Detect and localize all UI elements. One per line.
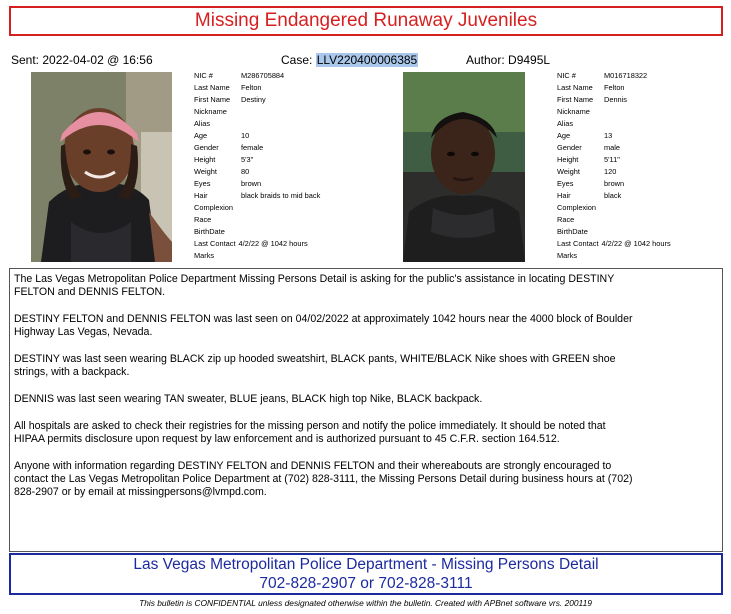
field-row (557, 94, 671, 106)
field-row (557, 154, 671, 166)
field-label: Last Contact (194, 239, 236, 248)
sent-timestamp: Sent: 2022-04-02 @ 16:56 (11, 53, 153, 67)
field-row (194, 94, 320, 106)
field-value: black (604, 191, 622, 200)
field-label: Weight (557, 167, 580, 176)
field-value: M016718322 (604, 71, 648, 80)
field-row (194, 214, 320, 226)
field-row (194, 226, 320, 238)
field-value: Destiny (241, 95, 266, 104)
field-label: Race (194, 215, 212, 224)
field-row (194, 118, 320, 130)
person-details-destiny (194, 70, 320, 262)
field-row (194, 178, 320, 190)
field-value: M286705884 (241, 71, 285, 80)
field-value: 5'11" (604, 155, 620, 164)
field-value: brown (604, 179, 625, 188)
narrative-paragraph: DESTINY FELTON and DENNIS FELTON was last seen on 04/02/2022 at approximately 1042 hours near the 4000 block of Boulder Highway Las Vegas, Nevada. (14, 313, 633, 338)
field-label: Gender (557, 143, 582, 152)
field-label: Alias (194, 119, 211, 128)
field-value: male (604, 143, 621, 152)
field-value: 13 (604, 131, 613, 140)
field-label: Last Name (557, 83, 593, 92)
field-row (557, 142, 671, 154)
field-row (194, 106, 320, 118)
field-row (557, 106, 671, 118)
narrative-paragraph: DENNIS was last seen wearing TAN sweater, BLUE jeans, BLACK high top Nike, BLACK backpack. (14, 393, 483, 405)
field-label: Age (557, 131, 571, 140)
field-row (557, 82, 671, 94)
field-row (194, 166, 320, 178)
field-value: female (241, 143, 264, 152)
field-value: 10 (241, 131, 250, 140)
field-row (557, 202, 671, 214)
field-label: Last Contact (557, 239, 599, 248)
field-label: First Name (557, 95, 594, 104)
case-info (281, 53, 418, 67)
field-value: 80 (241, 167, 250, 176)
contact-footer-box (9, 553, 723, 595)
bulletin-title-box (9, 6, 723, 36)
field-row (194, 82, 320, 94)
field-value: Dennis (604, 95, 628, 104)
field-label: Race (557, 215, 575, 224)
field-row (194, 130, 320, 142)
field-value: Felton (604, 83, 625, 92)
case-label: Case: (281, 53, 316, 67)
field-row (557, 178, 671, 190)
person-details-dennis (557, 70, 671, 262)
field-label: NIC # (194, 71, 213, 80)
field-label: Age (194, 131, 208, 140)
field-row (194, 202, 320, 214)
field-row (194, 190, 320, 202)
field-label: Eyes (194, 179, 211, 188)
field-row (557, 250, 671, 262)
bulletin-meta-row (9, 53, 723, 69)
field-row (557, 214, 671, 226)
field-label: Weight (194, 167, 217, 176)
field-label: Last Name (194, 83, 230, 92)
contact-phone-numbers: 702-828-2907 or 702-828-3111 (259, 575, 473, 592)
field-value: 4/2/22 @ 1042 hours (238, 239, 308, 248)
field-label: Height (557, 155, 579, 164)
field-label: NIC # (557, 71, 576, 80)
field-row (557, 130, 671, 142)
field-value: black braids to mid back (241, 191, 321, 200)
case-number[interactable]: LLV220400006385 (316, 53, 418, 67)
field-label: Gender (194, 143, 219, 152)
bulletin-narrative (9, 268, 723, 552)
field-row (194, 238, 320, 250)
narrative-paragraph: DESTINY was last seen wearing BLACK zip up hooded sweatshirt, BLACK pants, WHITE/BLACK Nike shoes with GREEN shoe strings, with a backpack. (14, 353, 616, 378)
field-row (194, 70, 320, 82)
field-label: Marks (194, 251, 215, 260)
field-row (194, 154, 320, 166)
field-row (557, 238, 671, 250)
field-row (557, 190, 671, 202)
field-value: Felton (241, 83, 262, 92)
bulletin-title: Missing Endangered Runaway Juveniles (194, 10, 538, 31)
field-label: First Name (194, 95, 231, 104)
field-value: 4/2/22 @ 1042 hours (601, 239, 671, 248)
field-row (557, 226, 671, 238)
field-label: Alias (557, 119, 574, 128)
field-row (557, 70, 671, 82)
narrative-paragraph: The Las Vegas Metropolitan Police Department Missing Persons Detail is asking for the public's assistance in locating DESTINY FELTON and DENNIS FELTON. (14, 273, 615, 298)
field-label: Complexion (557, 203, 597, 212)
field-label: Nickname (557, 107, 590, 116)
person-photo-dennis (403, 72, 525, 262)
confidentiality-note: This bulletin is CONFIDENTIAL unless designated otherwise within the bulletin. Created with APBnet software vrs. 200119 (139, 598, 592, 608)
field-label: Hair (557, 191, 571, 200)
field-row (194, 250, 320, 262)
field-value: 5'3" (241, 155, 254, 164)
field-row (557, 166, 671, 178)
field-label: Nickname (194, 107, 227, 116)
field-value: 120 (604, 167, 617, 176)
field-row (557, 118, 671, 130)
field-label: Height (194, 155, 216, 164)
narrative-paragraph: All hospitals are asked to check their registries for the missing person and notify the police immediately. It should be noted that HIPAA permits disclosure upon request by law enforcement and is authorized pursuant to 45 C.F.R. section 164.512. (14, 420, 606, 445)
department-name: Las Vegas Metropolitan Police Department - Missing Persons Detail (133, 556, 599, 573)
field-value: brown (241, 179, 262, 188)
field-label: Complexion (194, 203, 234, 212)
field-label: Eyes (557, 179, 574, 188)
field-label: BirthDate (557, 227, 588, 236)
person-photo-destiny (31, 72, 172, 262)
narrative-paragraph: Anyone with information regarding DESTINY FELTON and DENNIS FELTON and their whereabouts are strongly encouraged to contact the Las Vegas Metropolitan Police Department at (702) 828-3111, the Missing Persons Detail during business hours at (702) 828-2907 or by email at missingpersons@lvmpd.com. (14, 460, 633, 498)
field-row (194, 142, 320, 154)
field-label: Hair (194, 191, 208, 200)
field-label: BirthDate (194, 227, 225, 236)
author-id: Author: D9495L (466, 53, 551, 67)
field-label: Marks (557, 251, 578, 260)
